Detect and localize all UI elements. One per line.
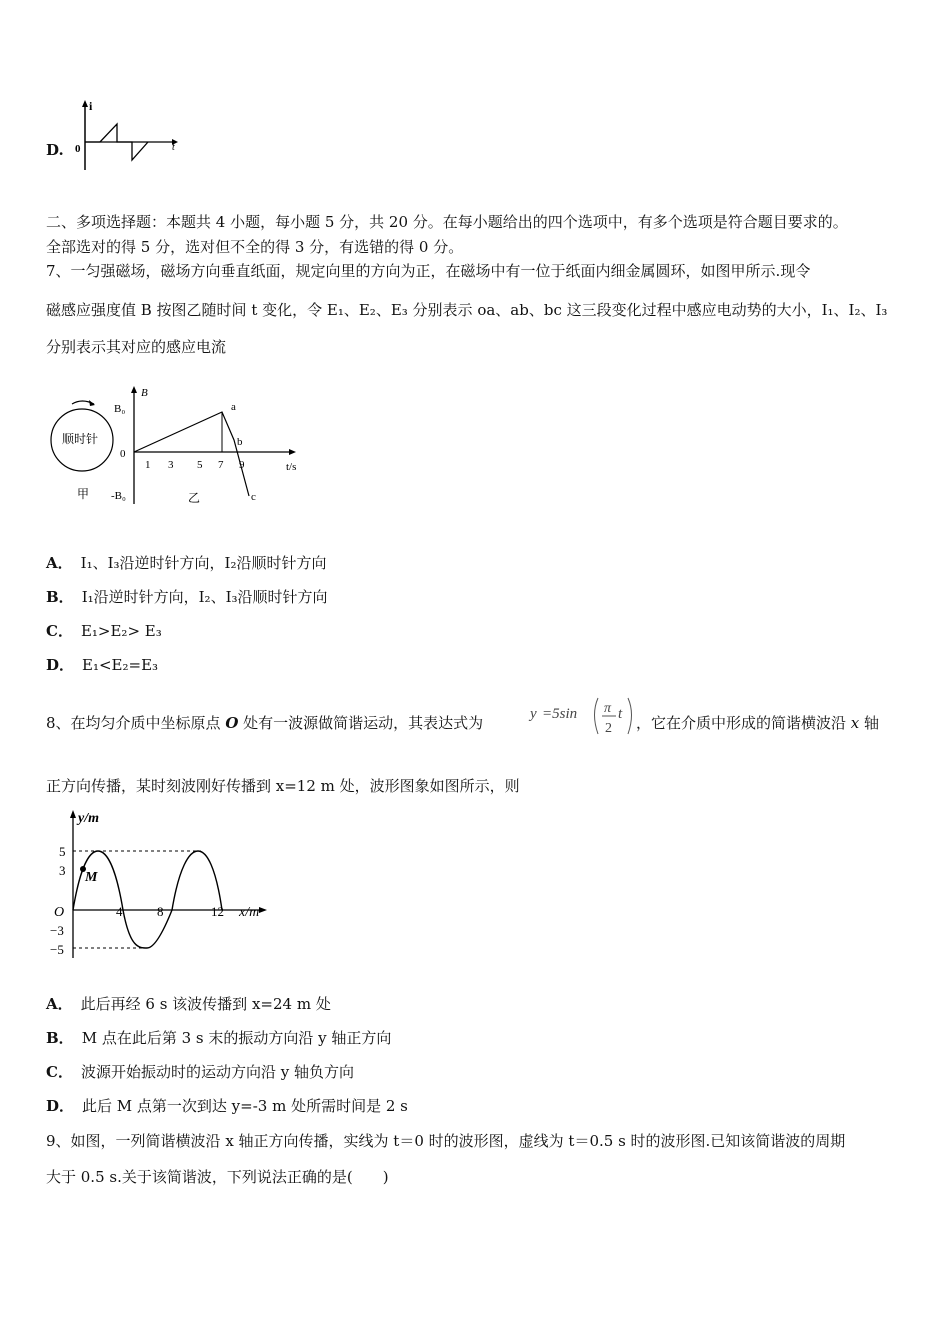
- tick-1: 1: [145, 459, 151, 471]
- y-tick-neg5: −5: [50, 942, 64, 957]
- q8-line1-left: 8、在均匀介质中坐标原点 O 处有一波源做简谐运动，其表达式为: [46, 714, 484, 732]
- formula-lparen: [595, 698, 599, 734]
- x-tick-4: 4: [116, 904, 123, 919]
- tick-7: 7: [218, 459, 224, 471]
- q6-option-d-graph: [72, 98, 184, 174]
- i-axis-label: i: [89, 99, 93, 113]
- section2-line2: 全部选对的得 5 分，选对但不全的得 3 分，有选错的得 0 分。: [46, 238, 464, 256]
- q8-line1-right: ，它在介质中形成的简谐横波沿 x 轴: [636, 714, 880, 732]
- t-axis-label: t: [172, 142, 175, 153]
- ring-caption: 甲: [77, 487, 90, 501]
- q6-option-d-label: D.: [46, 141, 64, 159]
- y-axis-arrow: [70, 810, 76, 818]
- b-axis-arrow: [131, 386, 137, 393]
- q7-line1: 7、一匀强磁场，磁场方向垂直纸面，规定向里的方向为正，在磁场中有一位于纸面内细金属圆环，如图甲所示.现令: [46, 262, 811, 280]
- clockwise-arrowhead: [89, 400, 95, 406]
- b-axis-label: B: [141, 387, 148, 399]
- q8-option-c: C． 波源开始振动时的运动方向沿 y 轴负方向: [46, 1063, 354, 1081]
- x-axis-label: x/m: [239, 905, 260, 920]
- tick-5: 5: [197, 459, 203, 471]
- point-a: a: [231, 401, 236, 413]
- y-neg-label: -B₀: [111, 490, 126, 502]
- formula-eq: =5sin: [542, 706, 578, 722]
- i-axis-arrow: [82, 100, 88, 107]
- point-b: b: [237, 436, 243, 448]
- q8-formula: [528, 692, 636, 740]
- q7-option-c: C． E₁>E₂> E₃: [46, 622, 162, 640]
- ring-text: 顺时针: [62, 432, 99, 446]
- q7-option-a: A． I₁、I₃沿逆时针方向，I₂沿顺时针方向: [46, 554, 327, 572]
- y-tick-3: 3: [59, 863, 66, 878]
- q7-option-d: D． E₁<E₂=E₃: [46, 656, 159, 674]
- y-tick-neg3: −3: [50, 923, 64, 938]
- q9-line2: 大于 0.5 s.关于该简谐波，下列说法正确的是( ): [46, 1168, 389, 1186]
- t-axis-arrow: [289, 449, 296, 455]
- t-axis-label: t/s: [286, 461, 297, 473]
- origin-label: O: [54, 905, 65, 920]
- y-tick-5: 5: [59, 844, 66, 859]
- formula-rparen: [628, 698, 632, 734]
- origin-label: 0: [120, 448, 126, 460]
- q7-option-b: B． I₁沿逆时针方向，I₂、I₃沿顺时针方向: [46, 588, 328, 606]
- formula-var: t: [618, 706, 623, 722]
- q8-option-a: A． 此后再经 6 s 该波传播到 x=24 m 处: [46, 995, 331, 1013]
- q9-line1: 9、如图，一列简谐横波沿 x 轴正方向传播，实线为 t＝0 时的波形图，虚线为 t＝0.5 s 时的波形图.已知该简谐波的周期: [46, 1132, 846, 1150]
- formula-num: π: [604, 701, 612, 716]
- wave-curve: [73, 851, 222, 948]
- x-tick-8: 8: [157, 904, 164, 919]
- formula-den: 2: [605, 721, 612, 736]
- origin-label: 0: [75, 143, 81, 155]
- q8-option-b: B． M 点在此后第 3 s 末的振动方向沿 y 轴正方向: [46, 1029, 392, 1047]
- q7-figure: [48, 382, 316, 512]
- y-pos-label: B₀: [114, 403, 126, 415]
- section2-line1: 二、多项选择题：本题共 4 小题，每小题 5 分，共 20 分。在每小题给出的四个选项中，有多个选项是符合题目要求的。: [46, 213, 848, 231]
- graph-caption: 乙: [188, 491, 201, 505]
- q8-option-d: D． 此后 M 点第一次到达 y=-3 m 处所需时间是 2 s: [46, 1097, 408, 1115]
- q7-line3: 分别表示其对应的感应电流: [46, 338, 227, 356]
- q8-line2: 正方向传播，某时刻波刚好传播到 x=12 m 处，波形图象如图所示，则: [46, 777, 520, 795]
- point-m-label: M: [85, 870, 98, 885]
- point-c: c: [251, 491, 256, 503]
- formula-lhs: y: [530, 706, 537, 722]
- tick-3: 3: [168, 459, 174, 471]
- x-axis-arrow: [259, 907, 267, 913]
- b-curve: [134, 412, 249, 496]
- q8-wave-figure: [48, 808, 278, 964]
- y-axis-label: y/m: [78, 811, 99, 826]
- x-tick-12: 12: [211, 904, 224, 919]
- q7-line2: 磁感应强度值 B 按图乙随时间 t 变化，令 E₁、E₂、E₃ 分别表示 oa、ab、bc 这三段变化过程中感应电动势的大小，I₁、I₂、I₃: [46, 301, 888, 319]
- tick-9: 9: [239, 459, 245, 471]
